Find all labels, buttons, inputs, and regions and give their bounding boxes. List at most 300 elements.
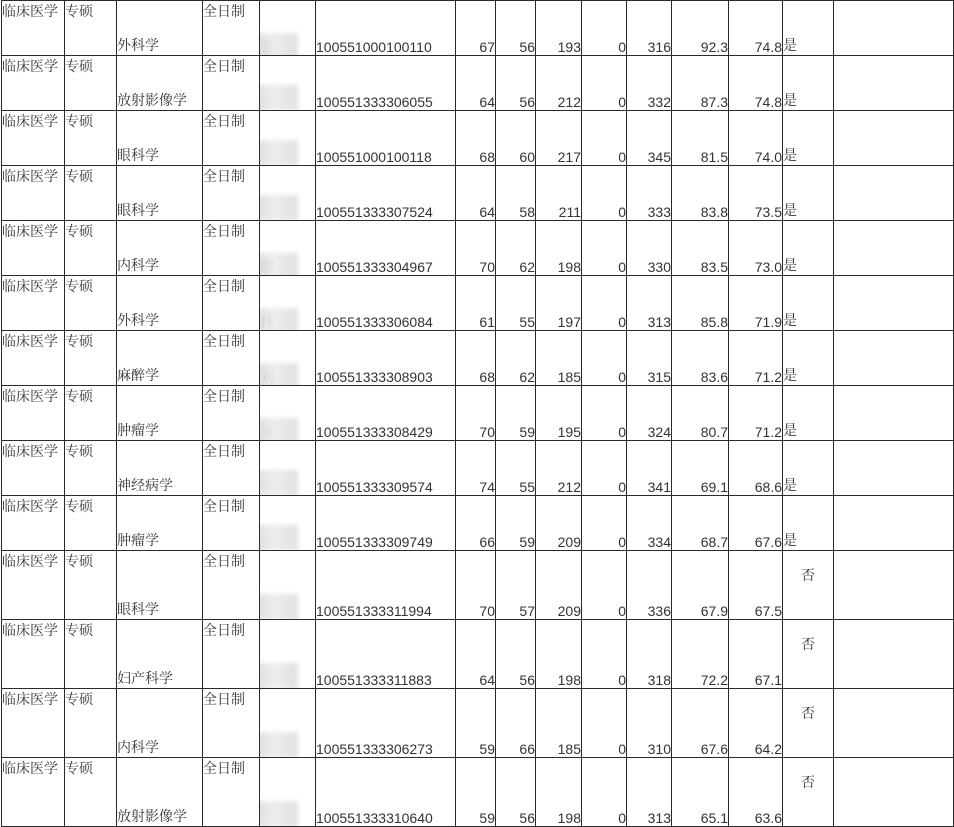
degree-type-text: 专硕	[65, 223, 93, 239]
total-score-cell	[627, 166, 672, 221]
total-score-text: 334	[647, 534, 671, 550]
score-professional-text: 195	[557, 424, 581, 440]
major-text: 临床医学	[2, 691, 58, 707]
major-text: 临床医学	[2, 553, 58, 569]
exam-id-text: 100551000100110	[316, 39, 432, 55]
score-english-text: 56	[519, 39, 535, 55]
table-row	[2, 551, 954, 620]
degree-type-text: 专硕	[65, 691, 93, 707]
score-extra-text: 0	[618, 672, 626, 688]
total-score-cell	[627, 758, 672, 827]
table-row	[2, 221, 954, 276]
score-politics-cell	[456, 689, 496, 758]
total-score-cell	[627, 496, 672, 551]
score-professional-text: 198	[557, 259, 581, 275]
score-english-cell	[496, 331, 536, 386]
exam-id-cell	[316, 111, 456, 166]
total-score-text: 313	[647, 314, 671, 330]
total-score-text: 313	[647, 810, 671, 826]
score-english-cell	[496, 441, 536, 496]
retest-score-text: 87.3	[700, 94, 728, 110]
study-mode-cell	[203, 496, 260, 551]
score-professional-text: 185	[557, 741, 581, 757]
study-mode-cell	[203, 331, 260, 386]
study-mode-cell	[203, 551, 260, 620]
score-english-cell	[496, 221, 536, 276]
major-text: 临床医学	[2, 113, 58, 129]
final-score-text: 74.8	[754, 94, 782, 110]
score-english-cell	[496, 689, 536, 758]
score-extra-text: 0	[618, 424, 626, 440]
redacted-name	[260, 474, 300, 492]
score-politics-text: 70	[479, 259, 495, 275]
degree-type-text: 专硕	[65, 3, 93, 19]
final-score-cell	[729, 551, 783, 620]
exam-id-cell	[316, 56, 456, 111]
admitted-cell	[783, 166, 834, 221]
study-mode-text: 全日制	[203, 443, 245, 459]
degree-type-cell	[65, 276, 117, 331]
department-cell	[117, 56, 203, 111]
score-english-cell	[496, 111, 536, 166]
exam-id-text: 100551333311883	[316, 672, 432, 688]
candidate-name-cell	[260, 56, 316, 111]
redacted-name	[260, 257, 300, 275]
department-cell	[117, 221, 203, 276]
score-politics-cell	[456, 551, 496, 620]
admitted-cell	[783, 1, 834, 56]
score-extra-cell	[582, 166, 627, 221]
score-english-text: 59	[519, 424, 535, 440]
candidate-name-cell	[260, 441, 316, 496]
candidate-name-cell	[260, 496, 316, 551]
score-politics-cell	[456, 331, 496, 386]
redacted-name	[260, 529, 300, 547]
major-text: 临床医学	[2, 333, 58, 349]
final-score-text: 71.9	[754, 314, 782, 330]
admitted-cell	[783, 56, 834, 111]
final-score-text: 74.0	[754, 149, 782, 165]
candidate-name-cell	[260, 689, 316, 758]
retest-score-cell	[672, 331, 729, 386]
empty-cell	[834, 620, 954, 689]
score-professional-cell	[536, 276, 582, 331]
redaction-blur	[260, 195, 299, 221]
score-extra-cell	[582, 620, 627, 689]
retest-score-text: 83.6	[700, 369, 728, 385]
redaction-blur	[260, 525, 299, 551]
score-english-cell	[496, 386, 536, 441]
score-professional-cell	[536, 56, 582, 111]
department-cell	[117, 496, 203, 551]
score-politics-text: 66	[479, 534, 495, 550]
redaction-blur	[260, 140, 299, 166]
score-english-cell	[496, 56, 536, 111]
score-politics-text: 59	[479, 810, 495, 826]
table-row	[2, 386, 954, 441]
results-table	[1, 0, 954, 827]
retest-score-cell	[672, 111, 729, 166]
major-cell	[2, 386, 65, 441]
department-cell	[117, 441, 203, 496]
candidate-name-cell	[260, 276, 316, 331]
major-cell	[2, 758, 65, 827]
score-extra-cell	[582, 1, 627, 56]
score-extra-text: 0	[618, 369, 626, 385]
study-mode-cell	[203, 111, 260, 166]
score-extra-cell	[582, 56, 627, 111]
department-text: 麻醉学	[117, 367, 159, 383]
retest-score-text: 92.3	[700, 39, 728, 55]
score-english-text: 58	[519, 204, 535, 220]
degree-type-cell	[65, 56, 117, 111]
degree-type-cell	[65, 689, 117, 758]
exam-id-text: 100551333306084	[316, 314, 433, 330]
empty-cell	[834, 111, 954, 166]
department-cell	[117, 1, 203, 56]
department-text: 肿瘤学	[117, 422, 159, 438]
score-professional-cell	[536, 166, 582, 221]
major-cell	[2, 276, 65, 331]
redacted-name	[260, 736, 300, 754]
study-mode-cell	[203, 689, 260, 758]
exam-id-cell	[316, 221, 456, 276]
exam-id-cell	[316, 758, 456, 827]
score-politics-cell	[456, 111, 496, 166]
final-score-text: 67.5	[754, 603, 782, 619]
final-score-cell	[729, 386, 783, 441]
empty-cell	[834, 1, 954, 56]
final-score-text: 68.6	[754, 479, 782, 495]
degree-type-text: 专硕	[65, 168, 93, 184]
retest-score-text: 65.1	[700, 810, 728, 826]
study-mode-cell	[203, 620, 260, 689]
admitted-text: 是	[783, 532, 797, 548]
final-score-text: 63.6	[754, 810, 782, 826]
total-score-text: 341	[647, 479, 671, 495]
degree-type-text: 专硕	[65, 443, 93, 459]
table-row	[2, 331, 954, 386]
degree-type-cell	[65, 496, 117, 551]
exam-id-text: 100551333311994	[316, 603, 432, 619]
degree-type-text: 专硕	[65, 553, 93, 569]
department-text: 眼科学	[117, 601, 159, 617]
major-cell	[2, 56, 65, 111]
admitted-cell	[783, 551, 834, 620]
score-extra-text: 0	[618, 149, 626, 165]
degree-type-text: 专硕	[65, 388, 93, 404]
final-score-cell	[729, 1, 783, 56]
candidate-name-cell	[260, 166, 316, 221]
redacted-name	[260, 37, 300, 55]
study-mode-text: 全日制	[203, 113, 245, 129]
exam-id-cell	[316, 689, 456, 758]
admitted-cell	[783, 441, 834, 496]
score-extra-text: 0	[618, 94, 626, 110]
department-cell	[117, 166, 203, 221]
empty-cell	[834, 496, 954, 551]
score-english-cell	[496, 276, 536, 331]
total-score-cell	[627, 551, 672, 620]
empty-cell	[834, 166, 954, 221]
score-english-text: 62	[519, 369, 535, 385]
score-professional-text: 217	[557, 149, 581, 165]
degree-type-text: 专硕	[65, 333, 93, 349]
study-mode-text: 全日制	[203, 333, 245, 349]
candidate-name-cell	[260, 221, 316, 276]
redaction-blur	[260, 470, 299, 496]
score-professional-text: 209	[557, 603, 581, 619]
admitted-text: 是	[783, 37, 797, 53]
score-extra-text: 0	[618, 479, 626, 495]
candidate-name-cell	[260, 386, 316, 441]
study-mode-cell	[203, 441, 260, 496]
table-row	[2, 689, 954, 758]
score-politics-text: 68	[479, 369, 495, 385]
study-mode-text: 全日制	[203, 498, 245, 514]
final-score-text: 73.5	[754, 204, 782, 220]
score-politics-cell	[456, 758, 496, 827]
redacted-name	[260, 598, 300, 616]
total-score-cell	[627, 221, 672, 276]
score-english-text: 60	[519, 149, 535, 165]
retest-score-cell	[672, 1, 729, 56]
total-score-text: 330	[647, 259, 671, 275]
score-professional-text: 212	[557, 94, 581, 110]
score-politics-cell	[456, 276, 496, 331]
study-mode-cell	[203, 386, 260, 441]
total-score-text: 332	[647, 94, 671, 110]
redaction-blur	[260, 418, 299, 441]
score-extra-text: 0	[618, 603, 626, 619]
score-politics-cell	[456, 441, 496, 496]
score-professional-cell	[536, 689, 582, 758]
major-cell	[2, 166, 65, 221]
exam-id-cell	[316, 1, 456, 56]
major-text: 临床医学	[2, 760, 58, 776]
score-english-text: 55	[519, 479, 535, 495]
score-professional-cell	[536, 221, 582, 276]
retest-score-cell	[672, 221, 729, 276]
degree-type-cell	[65, 441, 117, 496]
score-extra-text: 0	[618, 314, 626, 330]
score-extra-text: 0	[618, 741, 626, 757]
exam-id-text: 100551333308903	[316, 369, 433, 385]
major-text: 临床医学	[2, 223, 58, 239]
total-score-text: 310	[647, 741, 671, 757]
score-professional-text: 193	[557, 39, 581, 55]
department-text: 内科学	[117, 257, 159, 273]
degree-type-cell	[65, 551, 117, 620]
table-row	[2, 166, 954, 221]
final-score-cell	[729, 758, 783, 827]
score-politics-cell	[456, 1, 496, 56]
retest-score-text: 72.2	[700, 672, 728, 688]
exam-id-text: 100551333309574	[316, 479, 433, 495]
empty-cell	[834, 441, 954, 496]
admitted-cell	[783, 496, 834, 551]
department-text: 放射影像学	[117, 92, 187, 108]
score-english-text: 66	[519, 741, 535, 757]
degree-type-text: 专硕	[65, 498, 93, 514]
exam-id-text: 100551333306055	[316, 94, 433, 110]
department-cell	[117, 276, 203, 331]
degree-type-cell	[65, 166, 117, 221]
final-score-cell	[729, 166, 783, 221]
candidate-name-cell	[260, 758, 316, 827]
score-english-text: 62	[519, 259, 535, 275]
major-cell	[2, 1, 65, 56]
redacted-name	[260, 199, 300, 217]
exam-id-cell	[316, 166, 456, 221]
study-mode-cell	[203, 56, 260, 111]
score-english-text: 56	[519, 672, 535, 688]
score-politics-text: 64	[479, 94, 495, 110]
major-cell	[2, 620, 65, 689]
final-score-cell	[729, 221, 783, 276]
empty-cell	[834, 551, 954, 620]
admitted-text: 是	[783, 257, 797, 273]
department-text: 肿瘤学	[117, 532, 159, 548]
table-row	[2, 56, 954, 111]
retest-score-cell	[672, 441, 729, 496]
department-cell	[117, 620, 203, 689]
retest-score-text: 68.7	[700, 534, 728, 550]
final-score-cell	[729, 620, 783, 689]
major-cell	[2, 221, 65, 276]
study-mode-text: 全日制	[203, 553, 245, 569]
score-english-cell	[496, 496, 536, 551]
redaction-blur	[260, 363, 299, 386]
final-score-cell	[729, 441, 783, 496]
degree-type-text: 专硕	[65, 622, 93, 638]
score-politics-cell	[456, 166, 496, 221]
score-politics-cell	[456, 221, 496, 276]
retest-score-text: 69.1	[700, 479, 728, 495]
score-english-text: 59	[519, 534, 535, 550]
admitted-text: 是	[783, 422, 797, 438]
major-text: 临床医学	[2, 498, 58, 514]
score-professional-text: 198	[557, 672, 581, 688]
admitted-cell	[783, 331, 834, 386]
total-score-cell	[627, 689, 672, 758]
score-professional-cell	[536, 111, 582, 166]
major-cell	[2, 689, 65, 758]
score-politics-text: 74	[479, 479, 495, 495]
score-professional-cell	[536, 331, 582, 386]
admitted-cell	[783, 386, 834, 441]
score-politics-text: 67	[479, 39, 495, 55]
retest-score-cell	[672, 386, 729, 441]
department-text: 放射影像学	[117, 808, 187, 824]
department-text: 外科学	[117, 37, 159, 53]
score-english-cell	[496, 1, 536, 56]
retest-score-cell	[672, 620, 729, 689]
final-score-text: 73.0	[754, 259, 782, 275]
degree-type-cell	[65, 1, 117, 56]
table-row	[2, 276, 954, 331]
score-english-cell	[496, 758, 536, 827]
redaction-blur	[260, 308, 299, 331]
study-mode-text: 全日制	[203, 3, 245, 19]
admitted-text: 是	[783, 312, 797, 328]
exam-id-cell	[316, 551, 456, 620]
final-score-text: 71.2	[754, 369, 782, 385]
redacted-name	[260, 667, 300, 685]
total-score-cell	[627, 111, 672, 166]
retest-score-cell	[672, 496, 729, 551]
admitted-text: 否	[801, 636, 815, 652]
degree-type-cell	[65, 386, 117, 441]
score-professional-text: 198	[557, 810, 581, 826]
score-extra-cell	[582, 441, 627, 496]
admitted-text: 是	[783, 367, 797, 383]
score-politics-text: 61	[479, 314, 495, 330]
admitted-text: 是	[783, 477, 797, 493]
department-cell	[117, 111, 203, 166]
score-extra-cell	[582, 551, 627, 620]
total-score-text: 318	[647, 672, 671, 688]
score-politics-text: 64	[479, 672, 495, 688]
final-score-cell	[729, 331, 783, 386]
department-text: 外科学	[117, 312, 159, 328]
empty-cell	[834, 386, 954, 441]
redacted-name	[260, 312, 300, 330]
final-score-cell	[729, 111, 783, 166]
score-politics-cell	[456, 496, 496, 551]
major-text: 临床医学	[2, 622, 58, 638]
score-extra-cell	[582, 221, 627, 276]
score-politics-cell	[456, 56, 496, 111]
study-mode-text: 全日制	[203, 388, 245, 404]
score-professional-text: 211	[558, 204, 581, 220]
department-cell	[117, 758, 203, 827]
score-english-cell	[496, 551, 536, 620]
redacted-name	[260, 422, 300, 440]
major-cell	[2, 331, 65, 386]
final-score-cell	[729, 496, 783, 551]
admitted-cell	[783, 221, 834, 276]
major-text: 临床医学	[2, 3, 58, 19]
score-english-cell	[496, 166, 536, 221]
score-extra-text: 0	[618, 534, 626, 550]
redacted-name	[260, 89, 300, 107]
candidate-name-cell	[260, 620, 316, 689]
study-mode-text: 全日制	[203, 168, 245, 184]
table-row	[2, 111, 954, 166]
retest-score-cell	[672, 551, 729, 620]
department-cell	[117, 551, 203, 620]
total-score-cell	[627, 276, 672, 331]
department-cell	[117, 331, 203, 386]
exam-id-text: 100551333309749	[316, 534, 433, 550]
major-text: 临床医学	[2, 278, 58, 294]
admitted-text: 否	[801, 705, 815, 721]
table-row	[2, 496, 954, 551]
study-mode-text: 全日制	[203, 691, 245, 707]
major-text: 临床医学	[2, 388, 58, 404]
score-extra-text: 0	[618, 39, 626, 55]
exam-id-cell	[316, 276, 456, 331]
study-mode-text: 全日制	[203, 622, 245, 638]
score-professional-cell	[536, 758, 582, 827]
score-politics-text: 70	[479, 603, 495, 619]
exam-id-text: 100551000100118	[316, 149, 432, 165]
admitted-text: 是	[783, 147, 797, 163]
degree-type-text: 专硕	[65, 278, 93, 294]
final-score-text: 71.2	[754, 424, 782, 440]
score-english-text: 56	[519, 94, 535, 110]
